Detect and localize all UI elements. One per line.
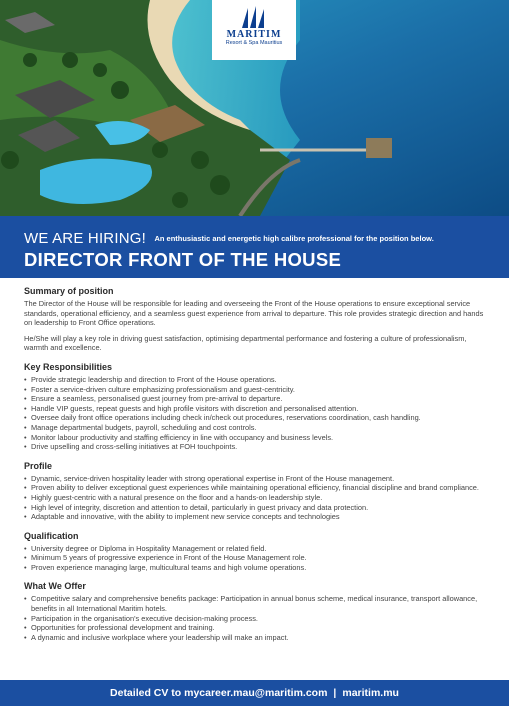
responsibilities-section xyxy=(24,362,490,452)
list-item: • Highly guest-centric with a natural presence on the floor and a hands-on leadership style. xyxy=(24,493,490,503)
list-item: • Foster a service-driven culture emphasizing professionalism and guest-centricity. xyxy=(24,385,490,395)
list-item: • Competitive salary and comprehensive benefits package: Participation in annual bonus scheme, medical insurance, transport allowance, benefits in all International Maritim hotels. xyxy=(24,594,490,613)
qualification-list xyxy=(24,544,490,573)
list-item: • High level of integrity, discretion and attention to detail, particularly in guest privacy and data protection. xyxy=(24,503,490,513)
profile-heading: Profile xyxy=(24,460,53,471)
responsibilities-list xyxy=(24,375,490,452)
offer-list xyxy=(24,594,490,642)
list-item: • Opportunities for professional development and training. xyxy=(24,623,490,633)
summary-paragraph-1: The Director of the House will be responsible for leading and overseeing the Front of the House operations to ensure exceptional service standards, operational efficiency, and a seamless guest experience from arrival to departure. This role provides strategic direction and hands on leadership to Front Office operations. xyxy=(24,299,484,328)
responsibilities-heading: Key Responsibilities xyxy=(24,361,113,372)
list-item: • Proven experience managing large, multicultural teams and high volume operations. xyxy=(24,563,490,573)
list-item: • A dynamic and inclusive workplace where your leadership will make an impact. xyxy=(24,633,490,643)
list-item: • Handle VIP guests, repeat guests and high profile visitors with discretion and personalised attention. xyxy=(24,404,490,414)
list-item: • Oversee daily front office operations including check in/check out procedures, reservations coordination, cash handling. xyxy=(24,413,490,423)
cv-email-link[interactable]: Detailed CV to mycareer.mau@maritim.com xyxy=(110,687,328,699)
list-item: • Ensure a seamless, personalised guest journey from pre-arrival to departure. xyxy=(24,394,490,404)
qualification-section xyxy=(24,531,490,573)
hiring-heading: WE ARE HIRING! xyxy=(24,230,146,247)
summary-paragraph-2: He/She will play a key role in driving guest satisfaction, optimising departmental performance and fostering a culture of professionalism, warmth and excellence. xyxy=(24,333,467,353)
list-item: • Minimum 5 years of progressive experience in Front of the House Management role. xyxy=(24,553,490,563)
hero-photo xyxy=(0,0,509,216)
logo-brand: MARITIM xyxy=(226,29,282,40)
profile-section xyxy=(24,461,490,522)
job-title: DIRECTOR FRONT OF THE HOUSE xyxy=(24,249,342,270)
website-link[interactable]: maritim.mu xyxy=(342,687,399,699)
list-item: • Proven ability to deliver exceptional guest experiences while maintaining operational efficiency, financial discipline and brand compliance. xyxy=(24,483,490,493)
contact-footer xyxy=(0,680,509,706)
list-item: • Manage departmental budgets, payroll, scheduling and cost controls. xyxy=(24,423,490,433)
summary-heading: Summary of position xyxy=(24,286,114,296)
qualification-heading: Qualification xyxy=(24,530,79,541)
job-description xyxy=(24,286,490,651)
hiring-banner xyxy=(0,216,509,278)
hiring-line xyxy=(24,230,434,248)
hiring-tagline: An enthusiastic and energetic high calibre professional for the position below. xyxy=(154,234,434,243)
footer-separator: | xyxy=(333,687,337,699)
maritim-logo xyxy=(212,0,296,60)
offer-heading: What We Offer xyxy=(24,581,86,592)
profile-list xyxy=(24,474,490,522)
list-item: • Participation in the organisation's executive decision-making process. xyxy=(24,614,490,624)
list-item: • Dynamic, service-driven hospitality leader with strong operational expertise in Front of the House management. xyxy=(24,474,490,484)
list-item: • Provide strategic leadership and direction to Front of the House operations. xyxy=(24,375,490,385)
summary-section xyxy=(24,286,490,353)
list-item: • Adaptable and innovative, with the ability to implement new service concepts and technologies xyxy=(24,512,490,522)
sails-logo-icon xyxy=(239,6,269,28)
list-item: • University degree or Diploma in Hospitality Management or related field. xyxy=(24,544,490,554)
offer-section xyxy=(24,581,490,642)
list-item: • Monitor labour productivity and staffing efficiency in line with occupancy and business levels. xyxy=(24,433,490,443)
list-item: • Drive upselling and cross-selling initiatives at FOH touchpoints. xyxy=(24,442,490,452)
logo-subtitle: Resort & Spa Mauritius xyxy=(225,40,283,46)
